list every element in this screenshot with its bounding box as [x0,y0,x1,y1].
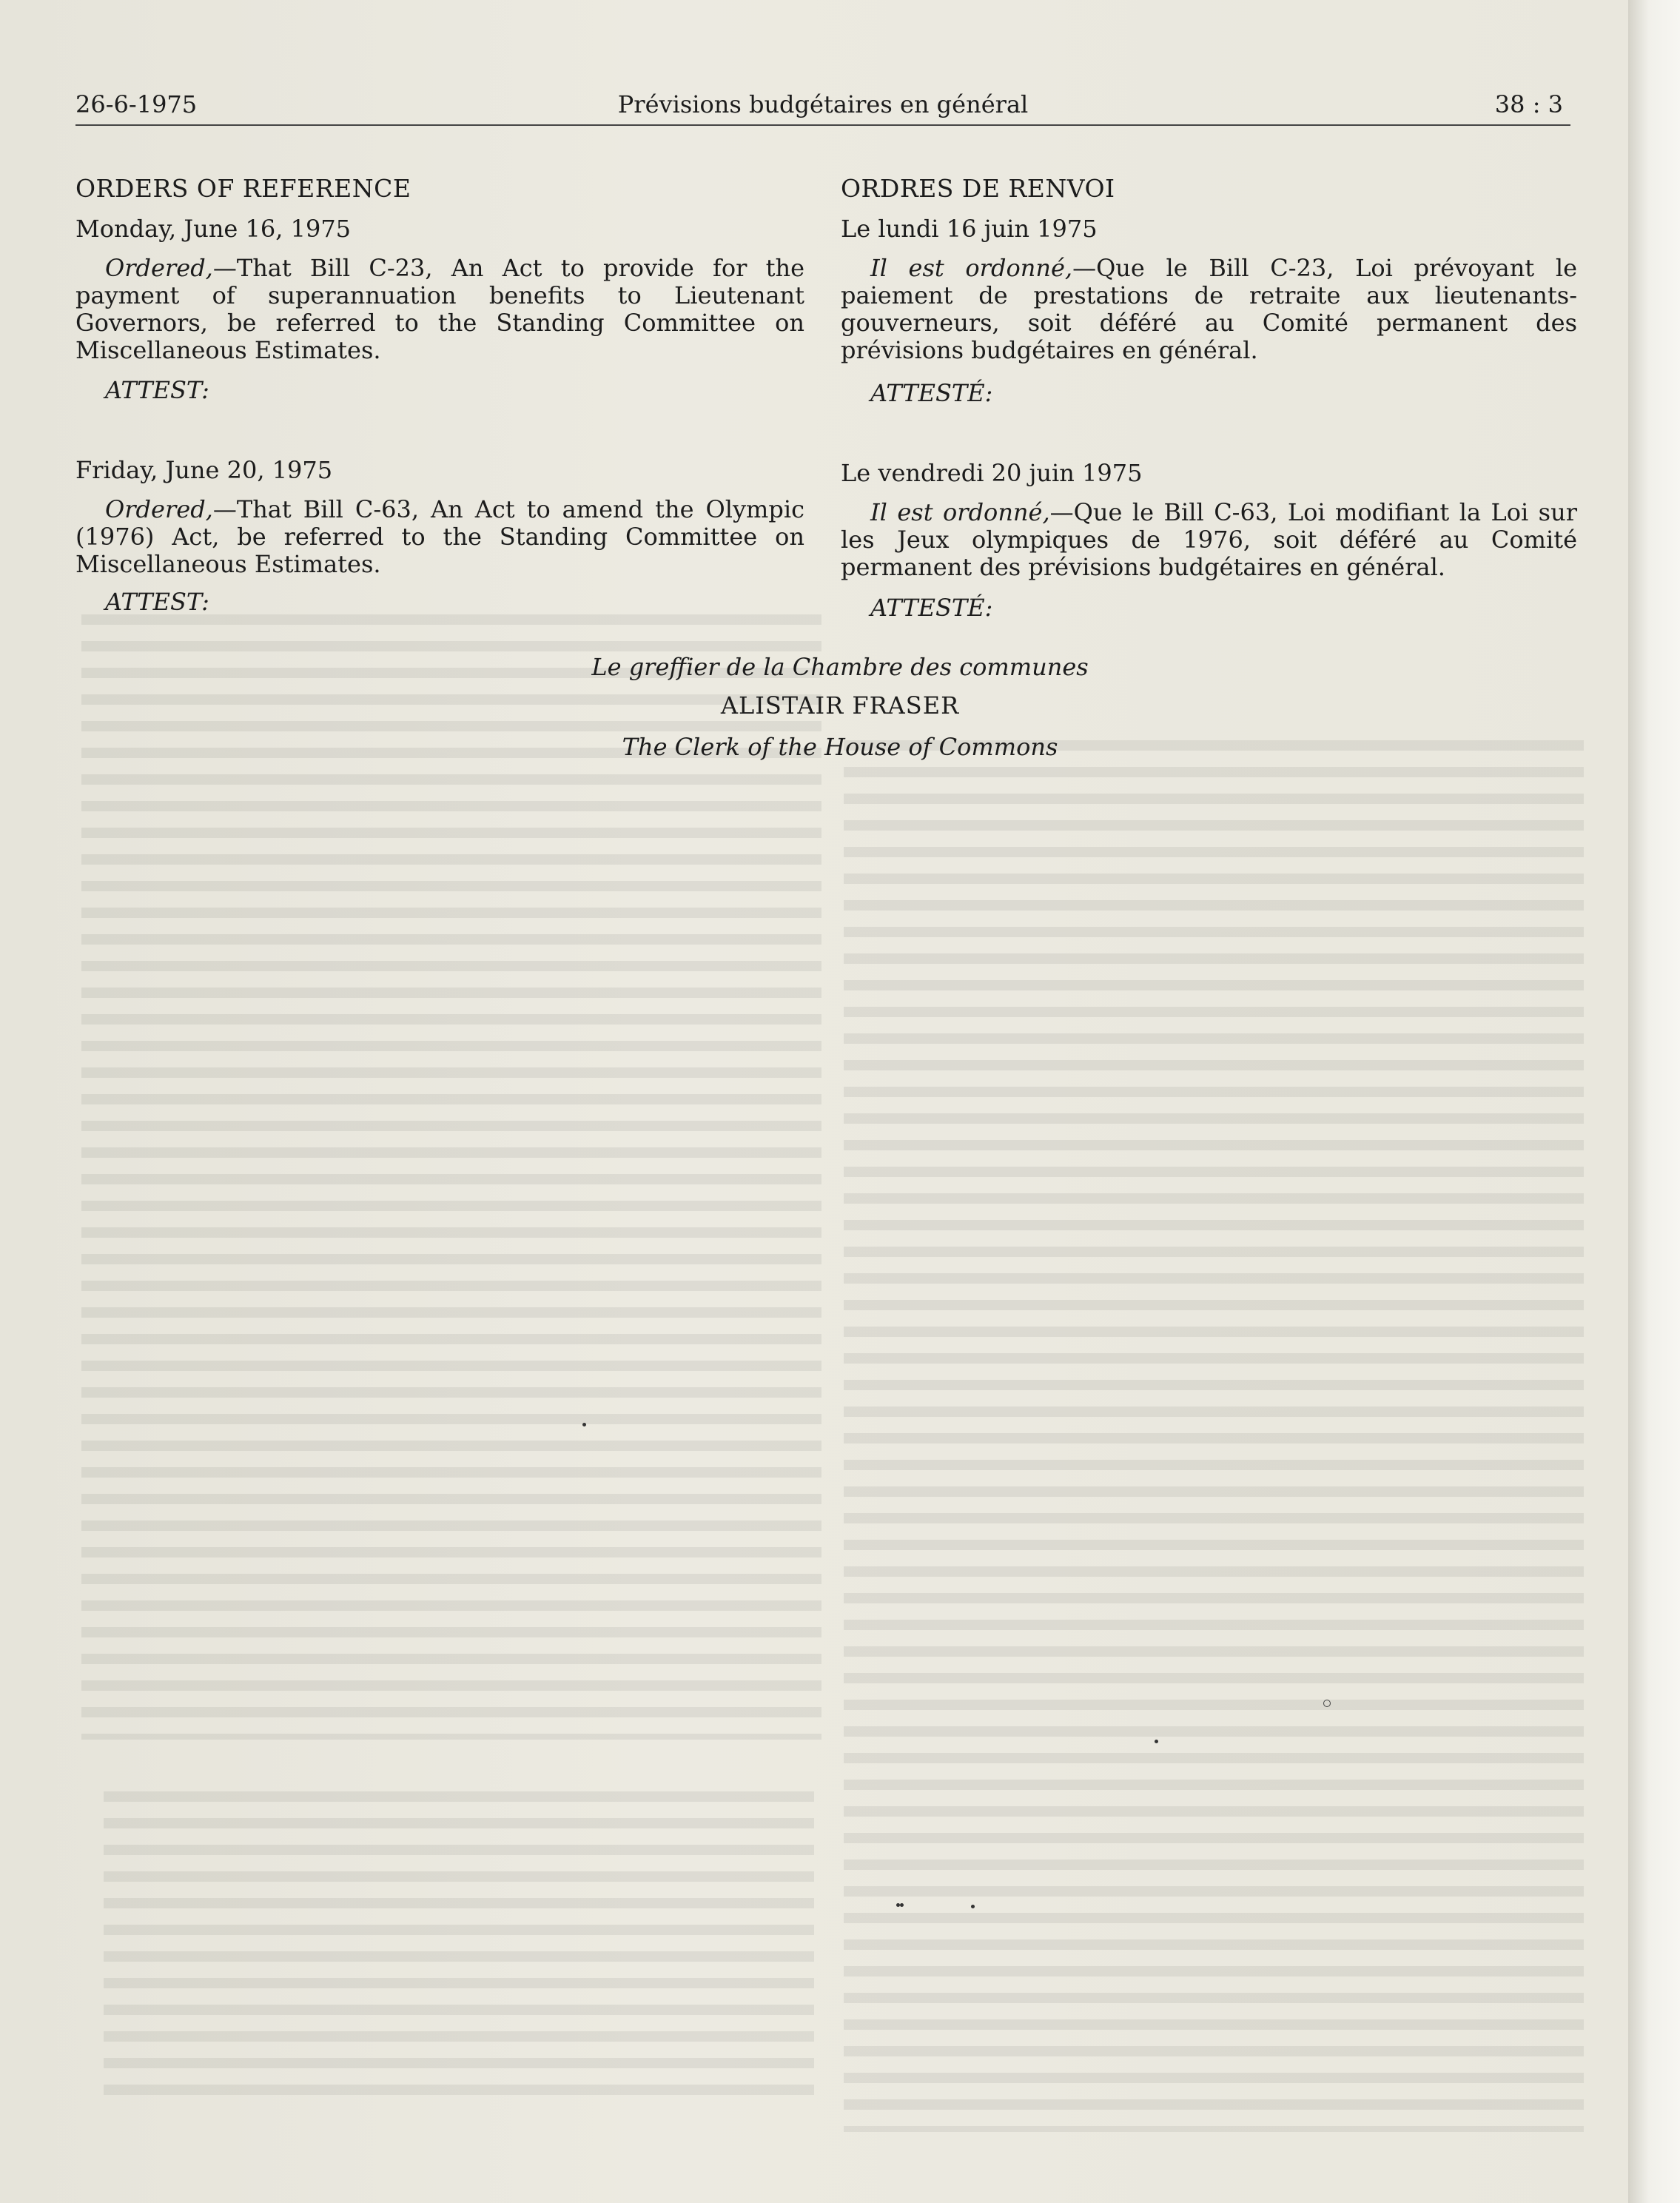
order-date: Le lundi 16 juin 1975 [841,215,1098,243]
running-header [75,87,1570,126]
order-paragraph [841,499,1577,581]
order-date: Le vendredi 20 juin 1975 [841,459,1143,487]
ordered-label: Ordered, [105,254,213,282]
ordered-label: Il est ordonné, [870,254,1073,282]
clerk-title-french: Le greffier de la Chambre des communes [591,653,1089,681]
order-text: —Que le Bill C-23, Loi prévoyant le paiement de prestations de retraite aux lieutenants-gouverneurs, soit déféré au Comité permanent des prévisions budgétaires en général. [841,254,1578,364]
order-date: Friday, June 20, 1975 [75,456,333,484]
attest-label: ATTESTÉ: [870,379,993,407]
section-heading: ORDERS OF REFERENCE [75,174,411,203]
order-paragraph [75,496,804,578]
page-edge [1628,0,1680,2203]
ordered-label: Ordered, [105,495,213,523]
attest-label: ATTEST: [105,376,209,404]
bleed-through [81,614,821,1740]
bleed-through [104,1791,814,2102]
scan-speck [582,1423,586,1426]
french-column [841,170,1577,629]
clerk-title-english: The Clerk of the House of Commons [622,733,1058,761]
section-heading: ORDRES DE RENVOI [841,174,1115,203]
attest-label: ATTEST: [105,588,209,616]
scan-speck [971,1905,975,1908]
bleed-through [844,740,1584,2132]
order-date: Monday, June 16, 1975 [75,215,352,243]
clerk-name: ALISTAIR FRASER [720,691,960,720]
header-title: Prévisions budgétaires en général [617,90,1029,118]
english-column [75,170,804,614]
order-text: —Que le Bill C-63, Loi modifiant la Loi sur les Jeux olympiques de 1976, soit déféré au Comité permanent des prévisions budgétaires en général. [841,498,1578,581]
scan-speck [900,1903,904,1907]
ordered-label: Il est ordonné, [870,498,1050,526]
scan-speck [1155,1740,1158,1743]
attest-label: ATTESTÉ: [870,594,993,622]
order-text: —That Bill C-63, An Act to amend the Olympic (1976) Act, be referred to the Standing Committee on Miscellaneous Estimates. [75,495,804,578]
order-paragraph [75,255,804,364]
page-number: 38 : 3 [1494,90,1563,118]
header-date: 26-6-1975 [75,90,198,118]
order-paragraph [841,255,1577,364]
scan-speck [1323,1700,1331,1707]
order-text: —That Bill C-23, An Act to provide for the payment of superannuation benefits to Lieutenant Governors, be referred to the Standing Committee on Miscellaneous Estimates. [75,254,804,364]
